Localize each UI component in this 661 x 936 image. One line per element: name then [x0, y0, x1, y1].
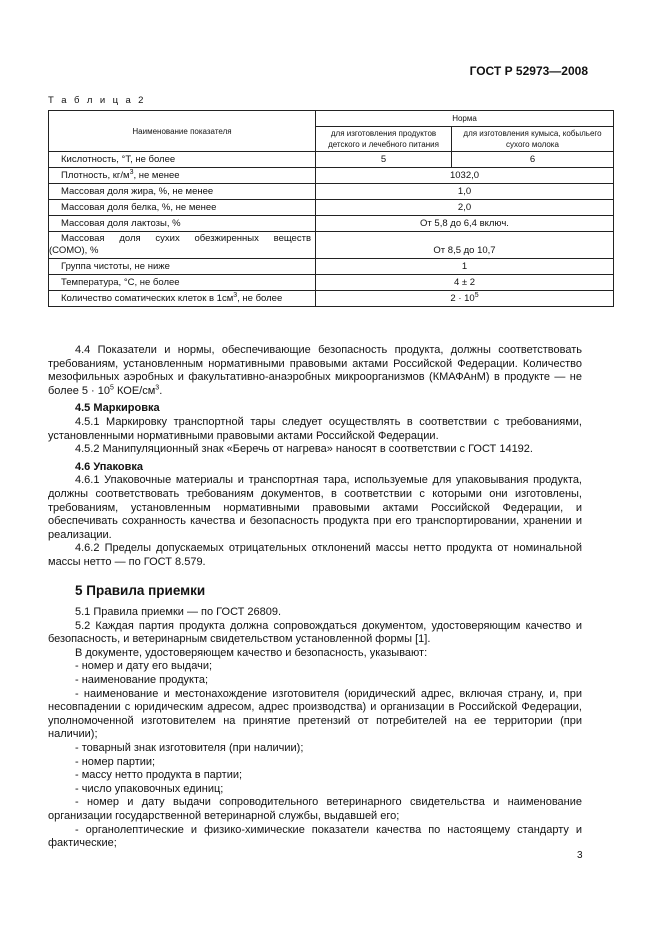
- section-heading-5: 5 Правила приемки: [75, 582, 206, 598]
- paragraph-document-contents: В документе, удостоверяющем качество и безопасность, указывают:: [75, 646, 428, 659]
- norm-value: 1032,0: [316, 168, 614, 184]
- table-row: [49, 184, 614, 200]
- list-item: - массу нетто продукта в партии;: [75, 769, 243, 782]
- parameter-name: Плотность, $кг/м^3$, не менее: [49, 168, 316, 184]
- column-header-children-food: для изготовления продуктов детского и лечебного питания: [316, 127, 452, 152]
- paragraph-4-6-2: 4.6.2 Пределы допускаемых отрицательных отклонений массы нетто продукта от номинальной массы нетто — по ГОСТ 8.579.: [48, 542, 582, 568]
- parameter-name: Температура, °С, не более: [49, 275, 316, 291]
- parameter-name: Массовая доля лактозы, %: [49, 216, 316, 232]
- parameter-name: Массовая доля сухих обезжиренных веществ (СОМО), %: [49, 232, 316, 259]
- parameter-name: Массовая доля жира, %, не менее: [49, 184, 316, 200]
- norm-value: 5: [316, 152, 452, 168]
- list-item: - наименование продукта;: [75, 674, 209, 687]
- table-row: [49, 216, 614, 232]
- column-header-name: Наименование показателя: [49, 111, 316, 152]
- norm-value: 1,0: [316, 184, 614, 200]
- paragraph-5-1: 5.1 Правила приемки — по ГОСТ 26809.: [75, 606, 282, 619]
- parameter-name: Массовая доля белка, %, не менее: [49, 200, 316, 216]
- table-row: [49, 232, 614, 259]
- paragraph-4-4: 4.4 Показатели и нормы, обеспечивающие безопасность продукта, должны соответствовать требованиям, установленным нормативными правовыми актами Российской Федерации. Количество мезофильных аэробных и факультативно-анаэробных микроорганизмов (КМАФАнМ) в продукте — не более $5 \cdot 10^5$ КОЕ/$см^3$.: [48, 344, 582, 397]
- norms-table: [48, 110, 614, 307]
- list-item: - наименование и местонахождение изготовителя (юридический адрес, включая страну, и, при несовпадении с юридическим адресом, адрес производства) и организации в Российской Федерации, уполномоченной изготовителем на принятие претензий от потребителей на ее территории (при наличии);: [48, 687, 582, 741]
- norm-value: 6: [452, 152, 614, 168]
- parameter-name: Количество соматических клеток в $1см^3$, не более: [49, 291, 316, 307]
- table-row: [49, 275, 614, 291]
- section-heading-4-6: 4.6 Упаковка: [75, 460, 143, 473]
- paragraph-4-6-1: 4.6.1 Упаковочные материалы и транспортная тара, используемые для упаковывания продукта, должны соответствовать требованиям документов, в соответствии с которыми они изготовлены, требованиям, установленным нормативными правовыми актами Российской Федерации, и обеспечивать сохранность качества и безопасность продукта при его транспортировании, хранении и реализации.: [48, 474, 582, 541]
- column-header-norm: Норма: [316, 111, 614, 127]
- document-body: [48, 344, 582, 851]
- norm-value: От 8,5 до 10,7: [316, 232, 614, 259]
- paragraph-5-2: 5.2 Каждая партия продукта должна сопровождаться документом, удостоверяющим качество и безопасность, и ветеринарным свидетельством установленной формы [1].: [48, 619, 582, 646]
- column-header-kumis: для изготовления кумыса, кобыльего сухого молока: [452, 127, 614, 152]
- norm-value: 4 ± 2: [316, 275, 614, 291]
- list-item: - номер и дату выдачи сопроводительного ветеринарного свидетельства и наименование организации государственной ветеринарной службы, выдавшей его;: [48, 796, 582, 822]
- table-row: [49, 200, 614, 216]
- page-number: 3: [577, 850, 583, 861]
- paragraph-4-5-2: 4.5.2 Манипуляционный знак «Беречь от нагрева» наносят в соответствии с ГОСТ 14192.: [75, 443, 533, 456]
- norm-value: От 5,8 до 6,4 включ.: [316, 216, 614, 232]
- list-item: - число упаковочных единиц;: [75, 782, 224, 795]
- norm-value: $2 \cdot 10^5$: [316, 291, 614, 307]
- table-row: [49, 259, 614, 275]
- paragraph-4-5-1: 4.5.1 Маркировку транспортной тары следует осуществлять в соответствии с требованиями, установленными нормативными правовыми актами Российской Федерации.: [48, 415, 582, 442]
- table-caption: Т а б л и ц а 2: [48, 95, 146, 106]
- table-row: [49, 291, 614, 307]
- parameter-name: Кислотность, °Т, не более: [49, 152, 316, 168]
- table-row: [49, 152, 614, 168]
- list-item: - номер партии;: [75, 755, 156, 768]
- norm-value: 1: [316, 259, 614, 275]
- table-row: [49, 168, 614, 184]
- list-item: - номер и дату его выдачи;: [75, 660, 213, 673]
- norm-value: 2,0: [316, 200, 614, 216]
- parameter-name: Группа чистоты, не ниже: [49, 259, 316, 275]
- standard-designation: ГОСТ Р 52973—2008: [469, 64, 588, 78]
- list-item: - товарный знак изготовителя (при наличии);: [75, 742, 304, 755]
- section-heading-4-5: 4.5 Маркировка: [75, 402, 160, 415]
- list-item: - органолептические и физико-химические показатели качества по настоящему стандарту и фактические;: [48, 823, 582, 850]
